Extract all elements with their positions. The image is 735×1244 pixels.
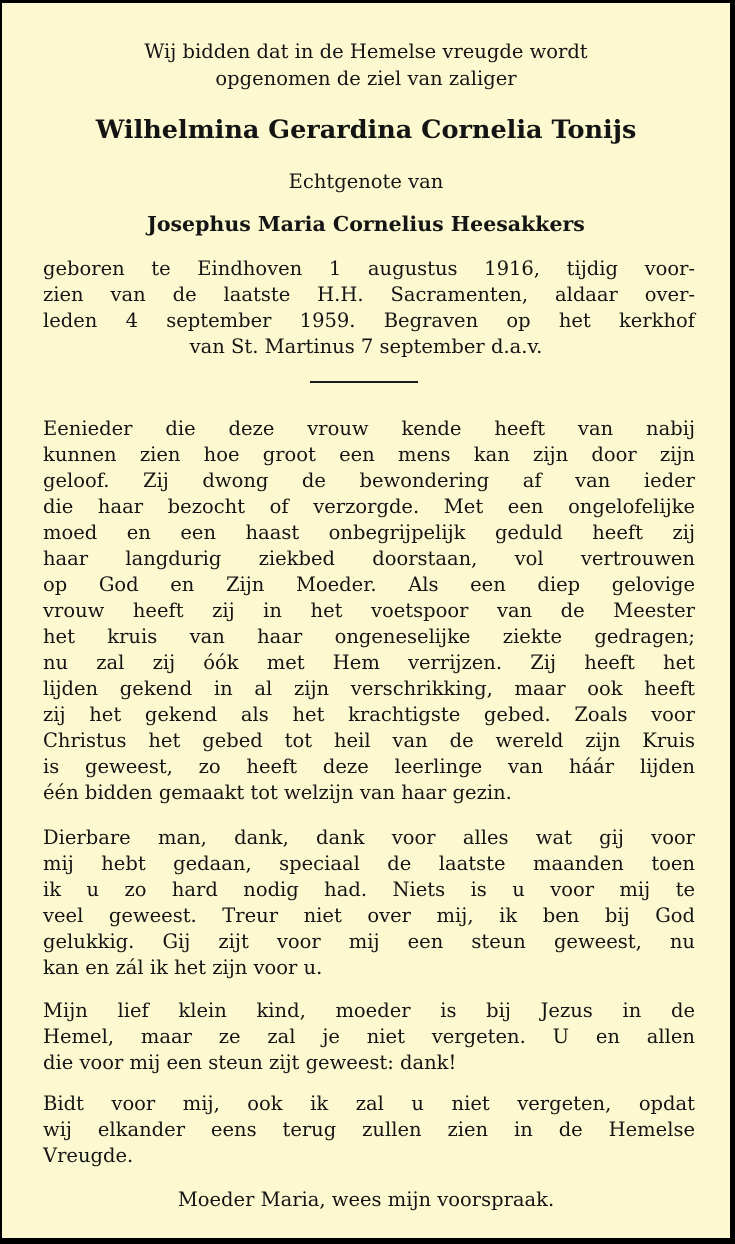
divider-rule — [310, 381, 418, 383]
paragraph-1-line: één bidden gemaakt tot welzijn van haar gezin. — [43, 781, 512, 804]
header-line-2: opgenomen de ziel van zaliger — [215, 67, 517, 90]
paragraph-2-line: gelukkig. Gij zijt voor mij een steun geweest, nu — [43, 930, 695, 953]
birth-death-line: zien van de laatste H.H. Sacramenten, aldaar over- — [43, 283, 695, 306]
paragraph-1-line: geloof. Zij dwong de bewondering af van ieder — [43, 469, 695, 492]
paragraph-4-line: wij elkander eens terug zullen zien in de Hemelse — [43, 1118, 695, 1141]
paragraph-1-line: het kruis van haar ongeneselijke ziekte gedragen; — [43, 625, 695, 648]
birth-death-line: geboren te Eindhoven 1 augustus 1916, tijdig voor- — [43, 257, 695, 280]
paragraph-4-line: Bidt voor mij, ook ik zal u niet vergeten, opdat — [43, 1092, 695, 1115]
paragraph-1-line: kunnen zien hoe groot een mens kan zijn door zijn — [43, 443, 695, 466]
paragraph-1-line: Christus het gebed tot heil van de wereld zijn Kruis — [43, 729, 695, 752]
paragraph-3-line: Hemel, maar ze zal je niet vergeten. U en allen — [43, 1025, 695, 1048]
spouse-name: Josephus Maria Cornelius Heesakkers — [147, 212, 585, 236]
paragraph-1-line: Eenieder die deze vrouw kende heeft van nabij — [43, 417, 695, 440]
paragraph-2-line: veel geweest. Treur niet over mij, ik ben bij God — [43, 904, 695, 927]
memorial-card — [2, 3, 730, 1238]
spouse-intro: Echtgenote van — [288, 170, 444, 193]
birth-death-line: leden 4 september 1959. Begraven op het kerkhof — [43, 309, 695, 332]
header-line-1: Wij bidden dat in de Hemelse vreugde wordt — [144, 40, 588, 63]
deceased-name: Wilhelmina Gerardina Cornelia Tonijs — [95, 115, 637, 145]
birth-death-line: van St. Martinus 7 september d.a.v. — [189, 335, 543, 358]
paragraph-1-line: op God en Zijn Moeder. Als een diep gelovige — [43, 573, 695, 596]
paragraph-2-line: ik u zo hard nodig had. Niets is u voor mij te — [43, 878, 695, 901]
paragraph-2-line: mij hebt gedaan, speciaal de laatste maanden toen — [43, 852, 695, 875]
paragraph-1-line: lijden gekend in al zijn verschrikking, maar ook heeft — [43, 677, 695, 700]
paragraph-1-line: nu zal zij óók met Hem verrijzen. Zij heeft het — [43, 651, 695, 674]
paragraph-3-line: die voor mij een steun zijt geweest: dank! — [43, 1051, 457, 1074]
paragraph-2-line: kan en zál ik het zijn voor u. — [43, 956, 323, 979]
paragraph-3-line: Mijn lief klein kind, moeder is bij Jezus in de — [43, 999, 695, 1022]
paragraph-2-line: Dierbare man, dank, dank voor alles wat gij voor — [43, 826, 695, 849]
paragraph-1-line: die haar bezocht of verzorgde. Met een ongelofelijke — [43, 495, 695, 518]
paragraph-1-line: is geweest, zo heeft deze leerlinge van háár lijden — [43, 755, 695, 778]
paragraph-4-line: Vreugde. — [43, 1144, 134, 1167]
paragraph-1-line: haar langdurig ziekbed doorstaan, vol vertrouwen — [43, 547, 695, 570]
paragraph-1-line: moed en een haast onbegrijpelijk geduld heeft zij — [43, 521, 695, 544]
paragraph-1-line: vrouw heeft zij in het voetspoor van de Meester — [43, 599, 695, 622]
closing-prayer: Moeder Maria, wees mijn voorspraak. — [177, 1188, 555, 1211]
paragraph-1-line: zij het gekend als het krachtigste gebed. Zoals voor — [43, 703, 695, 726]
